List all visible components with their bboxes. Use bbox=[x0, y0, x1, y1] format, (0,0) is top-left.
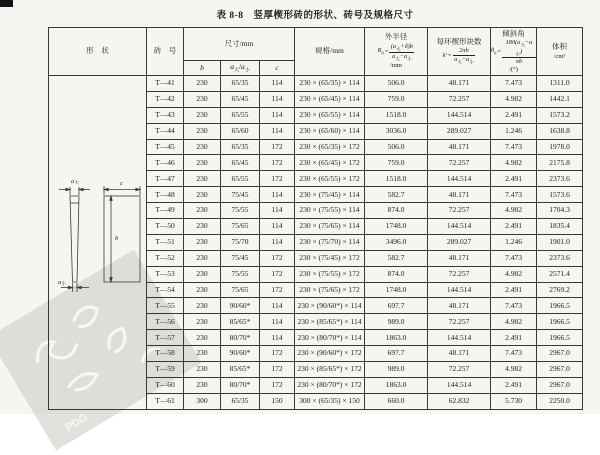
cell-dim-b: 230 bbox=[184, 377, 221, 393]
cell-dim-a: 65/45 bbox=[221, 91, 260, 107]
cell-outer-radius: 874.0 bbox=[365, 266, 428, 282]
cell-dim-b: 230 bbox=[184, 76, 221, 92]
cell-volume: 2769.2 bbox=[537, 282, 583, 298]
header-dims-group: 尺寸/mm bbox=[184, 28, 295, 61]
cell-blocks-per-ring: 48.171 bbox=[428, 139, 491, 155]
cell-spec: 230 × (90/60*) × 114 bbox=[295, 298, 365, 314]
cell-brick-no: T—53 bbox=[147, 266, 184, 282]
cell-incline-angle: 1.246 bbox=[491, 234, 537, 250]
cell-dim-b: 230 bbox=[184, 203, 221, 219]
cell-blocks-per-ring: 289.027 bbox=[428, 123, 491, 139]
cell-blocks-per-ring: 62.832 bbox=[428, 393, 491, 409]
table-row bbox=[49, 76, 583, 92]
cell-blocks-per-ring: 144.514 bbox=[428, 107, 491, 123]
outer-radius-label: 外半径 bbox=[384, 32, 408, 42]
cell-dim-c: 114 bbox=[260, 219, 295, 235]
cell-dim-b: 230 bbox=[184, 330, 221, 346]
cell-spec: 230 × (65/45) × 172 bbox=[295, 155, 365, 171]
cell-dim-a: 65/45 bbox=[221, 155, 260, 171]
cell-dim-a: 90/60* bbox=[221, 298, 260, 314]
cell-dim-b: 230 bbox=[184, 282, 221, 298]
header-shape: 形 状 bbox=[49, 28, 147, 76]
cell-dim-c: 114 bbox=[260, 330, 295, 346]
cell-outer-radius: 1863.0 bbox=[365, 377, 428, 393]
cell-incline-angle: 4.982 bbox=[491, 314, 537, 330]
header-spec: 规格/mm bbox=[295, 28, 365, 76]
cell-outer-radius: 582.7 bbox=[365, 187, 428, 203]
cell-dim-a: 65/55 bbox=[221, 171, 260, 187]
cell-dim-b: 230 bbox=[184, 234, 221, 250]
volume-label: 体积 bbox=[552, 42, 567, 52]
cell-dim-a: 75/45 bbox=[221, 250, 260, 266]
cell-outer-radius: 3496.0 bbox=[365, 234, 428, 250]
cell-brick-no: T—58 bbox=[147, 346, 184, 362]
cell-dim-b: 230 bbox=[184, 219, 221, 235]
cell-dim-a: 65/35 bbox=[221, 139, 260, 155]
cell-dim-a: 65/55 bbox=[221, 107, 260, 123]
outer-radius-unit: /mm bbox=[390, 62, 402, 70]
cell-dim-b: 300 bbox=[184, 393, 221, 409]
cell-spec: 230 × (75/55) × 114 bbox=[295, 203, 365, 219]
cell-outer-radius: 759.0 bbox=[365, 155, 428, 171]
cell-volume: 1966.5 bbox=[537, 314, 583, 330]
cell-brick-no: T—59 bbox=[147, 362, 184, 378]
cell-dim-b: 230 bbox=[184, 91, 221, 107]
header-dim-c: c bbox=[260, 61, 295, 76]
cell-outer-radius: 660.0 bbox=[365, 393, 428, 409]
cell-dim-c: 172 bbox=[260, 155, 295, 171]
cell-blocks-per-ring: 144.514 bbox=[428, 171, 491, 187]
cell-incline-angle: 4.982 bbox=[491, 155, 537, 171]
cell-brick-no: T—48 bbox=[147, 187, 184, 203]
cell-brick-no: T—41 bbox=[147, 76, 184, 92]
cell-spec: 230 × (75/70) × 114 bbox=[295, 234, 365, 250]
cell-dim-a: 75/65 bbox=[221, 219, 260, 235]
cell-blocks-per-ring: 144.514 bbox=[428, 377, 491, 393]
cell-volume: 1573.6 bbox=[537, 187, 583, 203]
cell-volume: 1966.5 bbox=[537, 330, 583, 346]
cell-spec: 230 × (90/60*) × 172 bbox=[295, 346, 365, 362]
cell-blocks-per-ring: 144.514 bbox=[428, 282, 491, 298]
cell-brick-no: T—43 bbox=[147, 107, 184, 123]
cell-brick-no: T—61 bbox=[147, 393, 184, 409]
cell-dim-a: 85/65* bbox=[221, 314, 260, 330]
cell-volume: 2571.4 bbox=[537, 266, 583, 282]
cell-dim-b: 230 bbox=[184, 107, 221, 123]
angle-label: 倾斜角 bbox=[502, 28, 525, 38]
cell-blocks-per-ring: 72.257 bbox=[428, 362, 491, 378]
cell-incline-angle: 5.730 bbox=[491, 393, 537, 409]
header-volume bbox=[537, 28, 583, 76]
cell-dim-a: 75/65 bbox=[221, 282, 260, 298]
cell-incline-angle: 2.491 bbox=[491, 107, 537, 123]
blocks-formula: k′ = $\frac{2\pi b}{a_大-a_小}$ bbox=[442, 47, 474, 65]
fraction: $\frac{2\pi b}{a_大-a_小}$ bbox=[454, 47, 474, 65]
cell-blocks-per-ring: 289.027 bbox=[428, 234, 491, 250]
cell-dim-b: 230 bbox=[184, 266, 221, 282]
spec-table bbox=[48, 27, 583, 410]
cell-dim-c: 114 bbox=[260, 187, 295, 203]
cell-dim-b: 230 bbox=[184, 314, 221, 330]
cell-dim-c: 114 bbox=[260, 234, 295, 250]
cell-outer-radius: 3036.0 bbox=[365, 123, 428, 139]
cell-dim-c: 172 bbox=[260, 377, 295, 393]
cell-brick-no: T—51 bbox=[147, 234, 184, 250]
cell-outer-radius: 1863.0 bbox=[365, 330, 428, 346]
cell-dim-a: 85/65* bbox=[221, 362, 260, 378]
cell-volume: 2373.6 bbox=[537, 171, 583, 187]
cell-blocks-per-ring: 48.171 bbox=[428, 250, 491, 266]
table-body bbox=[49, 76, 583, 410]
cell-incline-angle: 7.473 bbox=[491, 298, 537, 314]
cell-dim-b: 230 bbox=[184, 298, 221, 314]
cell-spec: 300 × (65/35) × 150 bbox=[295, 393, 365, 409]
cell-outer-radius: 697.7 bbox=[365, 346, 428, 362]
volume-unit: /cm³ bbox=[553, 52, 566, 60]
cell-blocks-per-ring: 144.514 bbox=[428, 330, 491, 346]
cell-outer-radius: 697.7 bbox=[365, 298, 428, 314]
angle-formula: $\theta_0$ = $\frac{180(a_大-a_小)}{\pi b}$ bbox=[491, 39, 536, 66]
cell-dim-b: 230 bbox=[184, 171, 221, 187]
cell-blocks-per-ring: 48.171 bbox=[428, 298, 491, 314]
cell-brick-no: T—45 bbox=[147, 139, 184, 155]
cell-dim-c: 172 bbox=[260, 250, 295, 266]
cell-volume: 1835.4 bbox=[537, 219, 583, 235]
cell-spec: 230 × (75/45) × 114 bbox=[295, 187, 365, 203]
cell-volume: 2967.0 bbox=[537, 346, 583, 362]
cell-brick-no: T—52 bbox=[147, 250, 184, 266]
svg-text:b: b bbox=[114, 235, 118, 243]
cell-dim-c: 150 bbox=[260, 393, 295, 409]
cell-dim-b: 230 bbox=[184, 187, 221, 203]
cell-incline-angle: 2.491 bbox=[491, 377, 537, 393]
cell-outer-radius: 1748.0 bbox=[365, 219, 428, 235]
cell-brick-no: T—60 bbox=[147, 377, 184, 393]
cell-spec: 230 × (85/65*) × 172 bbox=[295, 362, 365, 378]
cell-dim-a: 90/60* bbox=[221, 346, 260, 362]
header-blocks-per-ring bbox=[428, 28, 491, 76]
cell-blocks-per-ring: 48.171 bbox=[428, 76, 491, 92]
cell-brick-no: T—54 bbox=[147, 282, 184, 298]
cell-dim-a: 75/70 bbox=[221, 234, 260, 250]
cell-dim-c: 114 bbox=[260, 107, 295, 123]
cell-blocks-per-ring: 144.514 bbox=[428, 219, 491, 235]
cell-incline-angle: 2.491 bbox=[491, 171, 537, 187]
cell-spec: 230 × (80/70*) × 172 bbox=[295, 377, 365, 393]
table-header-row-1 bbox=[49, 28, 583, 61]
cell-dim-b: 230 bbox=[184, 346, 221, 362]
cell-dim-c: 114 bbox=[260, 76, 295, 92]
cell-dim-c: 114 bbox=[260, 123, 295, 139]
cell-blocks-per-ring: 72.257 bbox=[428, 314, 491, 330]
cell-outer-radius: 989.0 bbox=[365, 314, 428, 330]
cell-dim-b: 230 bbox=[184, 139, 221, 155]
cell-brick-no: T—55 bbox=[147, 298, 184, 314]
cell-incline-angle: 7.473 bbox=[491, 346, 537, 362]
cell-spec: 230 × (85/65*) × 114 bbox=[295, 314, 365, 330]
blocks-label: 每环楔形块数 bbox=[436, 37, 482, 46]
cell-incline-angle: 7.473 bbox=[491, 187, 537, 203]
cell-blocks-per-ring: 72.257 bbox=[428, 155, 491, 171]
cell-dim-c: 172 bbox=[260, 346, 295, 362]
cell-outer-radius: 1518.0 bbox=[365, 107, 428, 123]
cell-volume: 1311.0 bbox=[537, 76, 583, 92]
cell-spec: 230 × (65/55) × 172 bbox=[295, 171, 365, 187]
svg-text:a大: a大 bbox=[70, 178, 79, 187]
cell-outer-radius: 989.0 bbox=[365, 362, 428, 378]
cell-dim-a: 80/70* bbox=[221, 330, 260, 346]
cell-volume: 1573.2 bbox=[537, 107, 583, 123]
cell-brick-no: T—44 bbox=[147, 123, 184, 139]
cell-spec: 230 × (65/55) × 114 bbox=[295, 107, 365, 123]
cell-incline-angle: 4.982 bbox=[491, 203, 537, 219]
cell-spec: 230 × (80/70*) × 114 bbox=[295, 330, 365, 346]
cell-volume: 2175.8 bbox=[537, 155, 583, 171]
cell-dim-c: 172 bbox=[260, 171, 295, 187]
cell-dim-a: 75/55 bbox=[221, 203, 260, 219]
cell-spec: 230 × (65/35) × 114 bbox=[295, 76, 365, 92]
cell-spec: 230 × (65/60) × 114 bbox=[295, 123, 365, 139]
cell-blocks-per-ring: 72.257 bbox=[428, 203, 491, 219]
cell-dim-a: 65/35 bbox=[221, 393, 260, 409]
cell-volume: 1638.8 bbox=[537, 123, 583, 139]
shape-figure-cell bbox=[49, 76, 147, 410]
page-title: 表 8-8 竖厚楔形砖的形状、砖号及规格尺寸 bbox=[216, 11, 414, 21]
cell-dim-b: 230 bbox=[184, 123, 221, 139]
cell-dim-c: 114 bbox=[260, 203, 295, 219]
cell-dim-c: 114 bbox=[260, 91, 295, 107]
table-header bbox=[49, 28, 583, 76]
cell-brick-no: T—57 bbox=[147, 330, 184, 346]
cell-blocks-per-ring: 72.257 bbox=[428, 91, 491, 107]
cell-volume: 2373.6 bbox=[537, 250, 583, 266]
header-outer-radius bbox=[365, 28, 428, 76]
cell-incline-angle: 4.982 bbox=[491, 91, 537, 107]
cell-brick-no: T—42 bbox=[147, 91, 184, 107]
svg-text:a小: a小 bbox=[57, 279, 66, 288]
fraction: $\frac{180(a_大-a_小)}{\pi b}$ bbox=[502, 39, 536, 66]
cell-dim-b: 230 bbox=[184, 155, 221, 171]
cell-volume: 2967.0 bbox=[537, 362, 583, 378]
cell-spec: 230 × (75/65) × 114 bbox=[295, 219, 365, 235]
cell-volume: 1442.1 bbox=[537, 91, 583, 107]
cell-spec: 230 × (65/45) × 114 bbox=[295, 91, 365, 107]
cell-dim-c: 114 bbox=[260, 314, 295, 330]
cell-volume: 2250.0 bbox=[537, 393, 583, 409]
cell-dim-c: 172 bbox=[260, 266, 295, 282]
cell-volume: 1901.0 bbox=[537, 234, 583, 250]
cell-dim-c: 172 bbox=[260, 282, 295, 298]
cell-incline-angle: 2.491 bbox=[491, 330, 537, 346]
cell-outer-radius: 582.7 bbox=[365, 250, 428, 266]
cell-dim-c: 172 bbox=[260, 139, 295, 155]
cell-dim-c: 114 bbox=[260, 298, 295, 314]
cell-incline-angle: 4.982 bbox=[491, 266, 537, 282]
cell-incline-angle: 4.982 bbox=[491, 362, 537, 378]
svg-text:c: c bbox=[119, 180, 123, 188]
angle-unit: /(°) bbox=[509, 66, 518, 74]
cell-outer-radius: 874.0 bbox=[365, 203, 428, 219]
cell-dim-a: 75/45 bbox=[221, 187, 260, 203]
header-brick-no: 砖 号 bbox=[147, 28, 184, 76]
cell-incline-angle: 7.473 bbox=[491, 76, 537, 92]
cell-outer-radius: 1518.0 bbox=[365, 171, 428, 187]
cell-brick-no: T—47 bbox=[147, 171, 184, 187]
watermark-label: PDG bbox=[63, 411, 91, 435]
cell-blocks-per-ring: 48.171 bbox=[428, 187, 491, 203]
cell-outer-radius: 506.0 bbox=[365, 76, 428, 92]
cell-brick-no: T—46 bbox=[147, 155, 184, 171]
cell-brick-no: T—49 bbox=[147, 203, 184, 219]
cell-spec: 230 × (75/45) × 172 bbox=[295, 250, 365, 266]
cell-dim-a: 80/70* bbox=[221, 377, 260, 393]
outer-radius-formula: $R_0$ = $\frac{(a_大+\delta)b}{a_大-a_小}$ bbox=[377, 42, 413, 61]
cell-incline-angle: 2.491 bbox=[491, 282, 537, 298]
cell-volume: 1704.3 bbox=[537, 203, 583, 219]
cell-volume: 2967.0 bbox=[537, 377, 583, 393]
cell-outer-radius: 506.0 bbox=[365, 139, 428, 155]
cell-spec: 230 × (75/65) × 172 bbox=[295, 282, 365, 298]
cell-volume: 1978.0 bbox=[537, 139, 583, 155]
cell-outer-radius: 759.0 bbox=[365, 91, 428, 107]
scan-edge-mark bbox=[0, 0, 13, 7]
header-incline-angle bbox=[491, 28, 537, 76]
cell-incline-angle: 7.473 bbox=[491, 250, 537, 266]
cell-dim-a: 75/55 bbox=[221, 266, 260, 282]
cell-dim-a: 65/35 bbox=[221, 76, 260, 92]
header-dim-a: $a_大/a_小$ bbox=[221, 61, 260, 76]
cell-brick-no: T—50 bbox=[147, 219, 184, 235]
cell-dim-b: 230 bbox=[184, 362, 221, 378]
cell-dim-b: 230 bbox=[184, 250, 221, 266]
cell-incline-angle: 7.473 bbox=[491, 139, 537, 155]
cell-incline-angle: 1.246 bbox=[491, 123, 537, 139]
fraction: $\frac{(a_大+\delta)b}{a_大-a_小}$ bbox=[390, 42, 413, 61]
cell-incline-angle: 2.491 bbox=[491, 219, 537, 235]
cell-dim-a: 65/60 bbox=[221, 123, 260, 139]
cell-volume: 1966.5 bbox=[537, 298, 583, 314]
cell-blocks-per-ring: 48.171 bbox=[428, 346, 491, 362]
cell-spec: 230 × (65/35) × 172 bbox=[295, 139, 365, 155]
cell-spec: 230 × (75/55) × 172 bbox=[295, 266, 365, 282]
cell-outer-radius: 1748.0 bbox=[365, 282, 428, 298]
cell-blocks-per-ring: 72.257 bbox=[428, 266, 491, 282]
wedge-brick-diagram bbox=[52, 172, 144, 310]
cell-dim-c: 172 bbox=[260, 362, 295, 378]
cell-brick-no: T—56 bbox=[147, 314, 184, 330]
header-dim-b: b bbox=[184, 61, 221, 76]
